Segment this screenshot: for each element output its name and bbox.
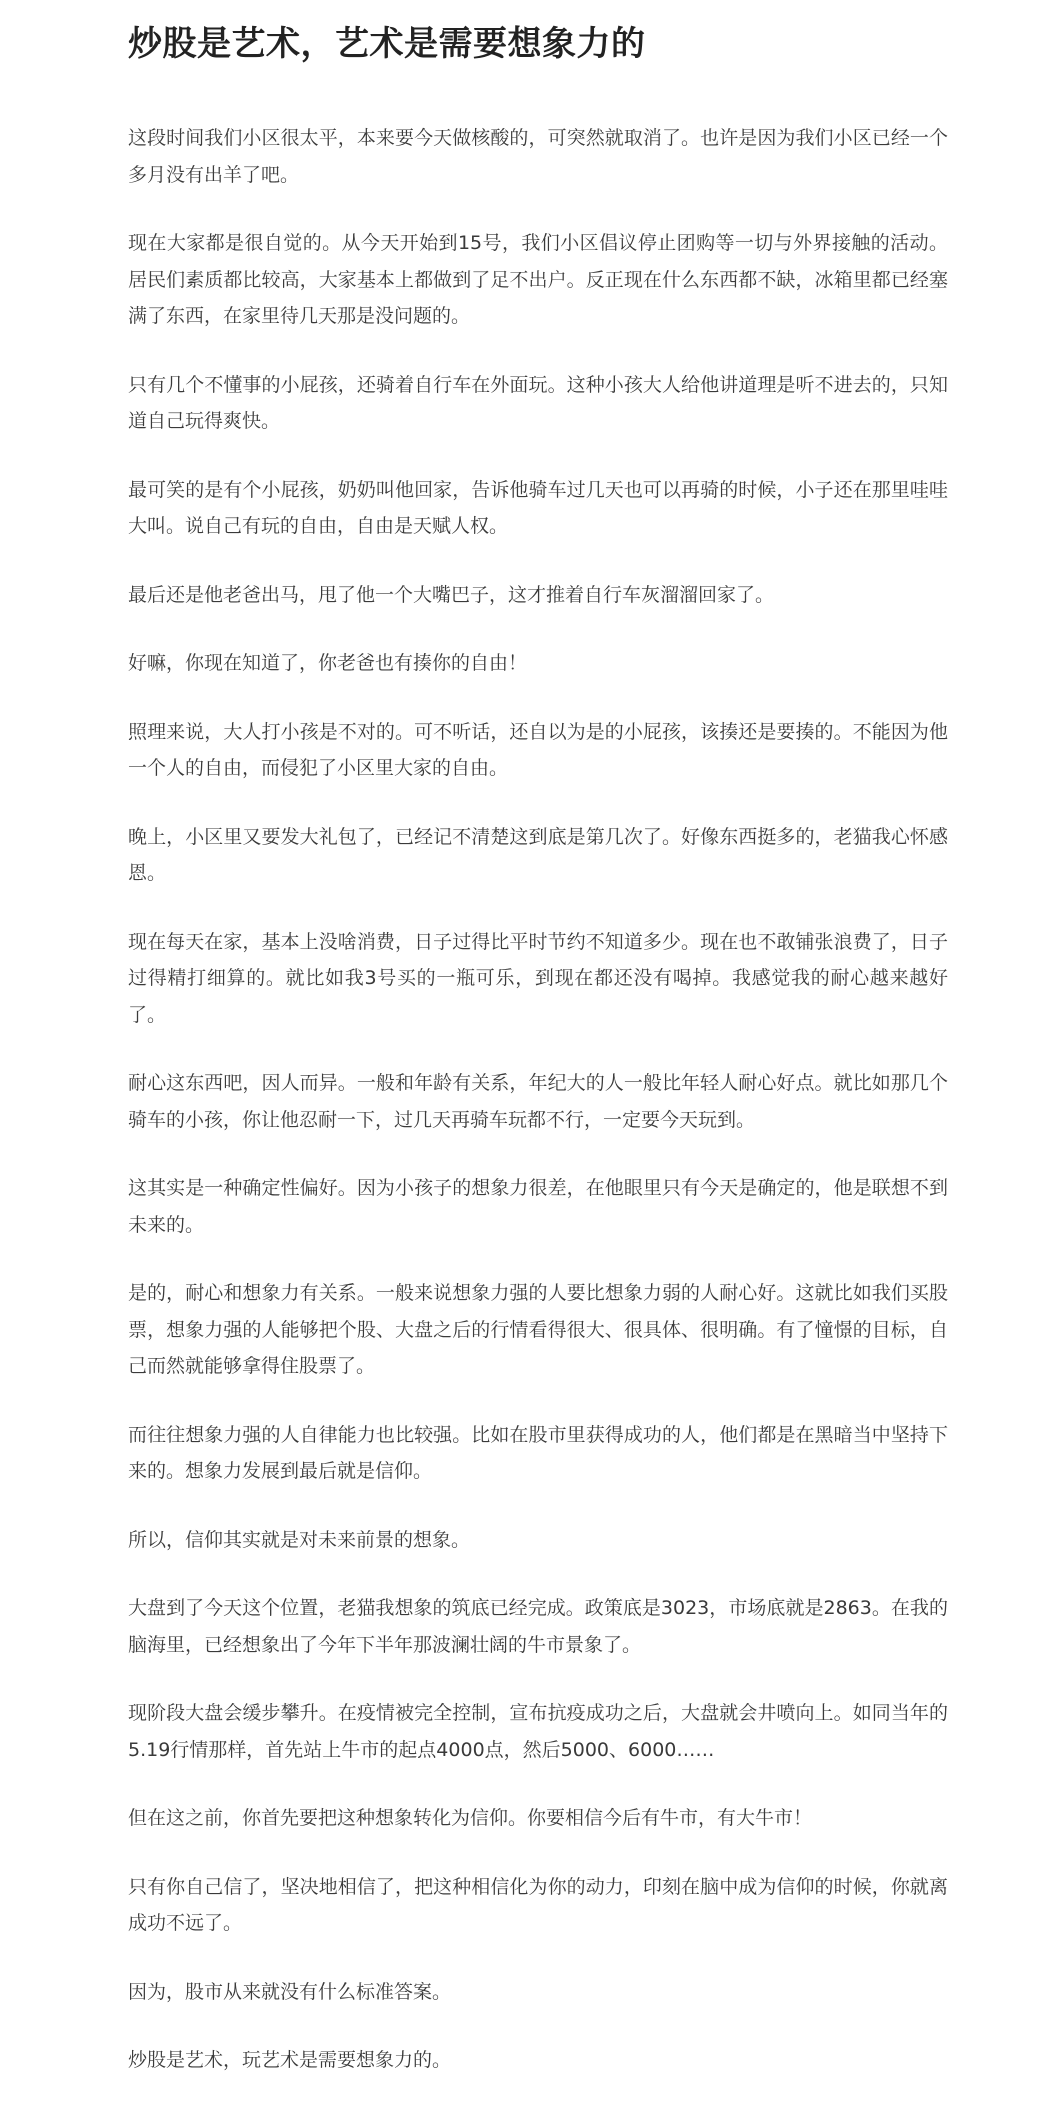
paragraph: 所以，信仰其实就是对未来前景的想象。: [128, 1528, 471, 1551]
paragraph: 但在这之前，你首先要把这种想象转化为信仰。你要相信今后有牛市，有大牛市！: [128, 1807, 813, 1829]
paragraph: 而往往想象力强的人自律能力也比较强。比如在股市里获得成功的人，他们都是在黑暗当中坚持下来的。想象力发展到最后就是信仰。: [128, 1423, 948, 1482]
paragraph: 炒股是艺术，玩艺术是需要想象力的。: [128, 2049, 452, 2071]
paragraph: 晚上，小区里又要发大礼包了，已经记不清楚这到底是第几次了。好像东西挺多的，老猫我心怀感恩。: [128, 825, 948, 884]
paragraph: 现在大家都是很自觉的。从今天开始到15号，我们小区倡议停止团购等一切与外界接触的活动。居民们素质都比较高，大家基本上都做到了足不出户。反正现在什么东西都不缺，冰箱里都已经塞满了东西，在家里待几天那是没问题的。: [128, 232, 948, 327]
paragraph: 现阶段大盘会缓步攀升。在疫情被完全控制，宣布抗疫成功之后，大盘就会井喷向上。如同当年的5.19行情那样，首先站上牛市的起点4000点，然后5000、6000……: [128, 1702, 948, 1761]
paragraph: 是的，耐心和想象力有关系。一般来说想象力强的人要比想象力弱的人耐心好。这就比如我们买股票，想象力强的人能够把个股、大盘之后的行情看得很大、很具体、很明确。有了憧憬的目标，自己而然就能够拿得住股票了。: [128, 1282, 948, 1377]
paragraph: 因为，股市从来就没有什么标准答案。: [128, 1980, 452, 2003]
paragraph: 现在每天在家，基本上没啥消费，日子过得比平时节约不知道多少。现在也不敢铺张浪费了，日子过得精打细算的。就比如我3号买的一瓶可乐，到现在都还没有喝掉。我感觉我的耐心越来越好了。: [128, 930, 948, 1026]
paragraph: 耐心这东西吧，因人而异。一般和年龄有关系，年纪大的人一般比年轻人耐心好点。就比如那几个骑车的小孩，你让他忍耐一下，过几天再骑车玩都不行，一定要今天玩到。: [128, 1072, 948, 1131]
article-title: 炒股是艺术，艺术是需要想象力的: [128, 24, 646, 64]
paragraph: 大盘到了今天这个位置，老猫我想象的筑底已经完成。政策底是3023，市场底就是2863。在我的脑海里，已经想象出了今年下半年那波澜壮阔的牛市景象了。: [128, 1597, 948, 1656]
paragraph: 这段时间我们小区很太平，本来要今天做核酸的，可突然就取消了。也许是因为我们小区已经一个多月没有出羊了吧。: [128, 127, 948, 186]
paragraph: 好嘛，你现在知道了，你老爸也有揍你的自由！: [128, 652, 528, 674]
article-body: [128, 120, 948, 2079]
article: [128, 0, 948, 2111]
paragraph: 这其实是一种确定性偏好。因为小孩子的想象力很差，在他眼里只有今天是确定的，他是联想不到未来的。: [128, 1177, 948, 1236]
paragraph: 照理来说，大人打小孩是不对的。可不听话，还自以为是的小屁孩，该揍还是要揍的。不能因为他一个人的自由，而侵犯了小区里大家的自由。: [128, 720, 948, 779]
paragraph: 只有几个不懂事的小屁孩，还骑着自行车在外面玩。这种小孩大人给他讲道理是听不进去的，只知道自己玩得爽快。: [128, 373, 948, 432]
paragraph: 最可笑的是有个小屁孩，奶奶叫他回家，告诉他骑车过几天也可以再骑的时候，小子还在那里哇哇大叫。说自己有玩的自由，自由是天赋人权。: [128, 478, 948, 537]
paragraph: 只有你自己信了，坚决地相信了，把这种相信化为你的动力，印刻在脑中成为信仰的时候，你就离成功不远了。: [128, 1875, 948, 1934]
paragraph: 最后还是他老爸出马，甩了他一个大嘴巴子，这才推着自行车灰溜溜回家了。: [128, 583, 775, 606]
